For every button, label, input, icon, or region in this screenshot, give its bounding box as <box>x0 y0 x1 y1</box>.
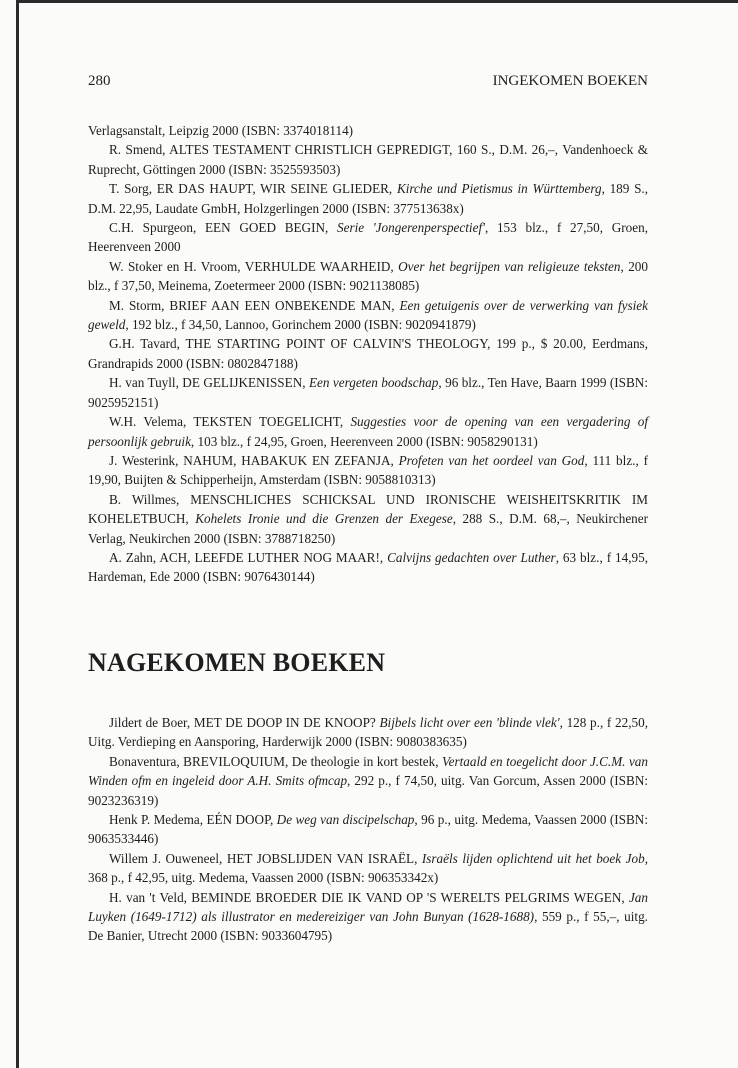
entry-subtitle: Kirche und Pietismus in Württemberg <box>396 181 602 197</box>
entry-details: , 103 blz., f 24,95, Groen, Heerenveen 2000 (ISBN: 9058290131) <box>190 433 538 449</box>
entry-text: H. van Tuyll, DE GELIJKENISSEN, <box>109 375 309 391</box>
entry-subtitle: Jan Luyken (1649-1712) als illustrator en medereiziger van John Bunyan (1628-1688) <box>88 889 648 925</box>
section-heading: NAGEKOMEN BOEKEN <box>88 648 386 677</box>
book-entry <box>88 373 648 412</box>
entry-text: W. Stoker en H. Vroom, VERHULDE WAARHEID, <box>109 258 399 274</box>
entry-details: , 189 S., D.M. 22,95, Laudate GmbH, Holzgerlingen 2000 (ISBN: 377513638x) <box>88 181 648 216</box>
book-entry <box>88 218 648 257</box>
page-number: 280 <box>88 73 111 89</box>
entry-details: , 111 blz., f 19,90, Buijten & Schipperheijn, Amsterdam (ISBN: 9058810313) <box>88 452 648 488</box>
entry-text: H. van 't Veld, BEMINDE BROEDER DIE IK VAND OP 'S WERELTS PELGRIMS WEGEN, <box>109 889 629 905</box>
scan-edge-left <box>16 0 19 1068</box>
entry-text: J. Westerink, NAHUM, HABAKUK EN ZEFANJA, <box>109 452 399 468</box>
entry-subtitle: Kohelets Ironie und die Grenzen der Exegese <box>195 511 453 527</box>
book-entry <box>88 548 648 587</box>
entry-details: , 96 blz., Ten Have, Baarn 1999 (ISBN: 9025952151) <box>88 375 648 410</box>
entry-text: Henk P. Medema, EÉN DOOP, <box>109 812 277 828</box>
entry-text: Willem J. Ouweneel, HET JOBSLIJDEN VAN ISRAËL, <box>109 850 422 866</box>
entry-details: , 559 p., f 55,–, uitg. De Banier, Utrecht 2000 (ISBN: 9033604795) <box>88 909 648 944</box>
entry-details: , 63 blz., f 14,95, Hardeman, Ede 2000 (ISBN: 9076430144) <box>88 549 648 585</box>
entry-text: M. Storm, BRIEF AAN EEN ONBEKENDE MAN, <box>109 297 400 313</box>
book-entry <box>88 810 648 849</box>
book-entry <box>88 451 648 490</box>
book-list <box>88 121 648 587</box>
entry-text: Verlagsanstalt, Leipzig 2000 (ISBN: 3374018114) <box>88 123 354 138</box>
running-title: INGEKOMEN BOEKEN <box>492 73 648 89</box>
book-entry <box>88 888 648 946</box>
scan-edge-top <box>16 0 738 3</box>
late-books-list <box>88 713 648 946</box>
entry-details: , 192 blz., f 34,50, Lannoo, Gorinchem 2000 (ISBN: 9020941879) <box>125 317 476 333</box>
entry-details: , 200 blz., f 37,50, Meinema, Zoetermeer 2000 (ISBN: 9021138085) <box>88 258 648 294</box>
entry-details: , 96 p., uitg. Medema, Vaassen 2000 (ISBN: 9063533446) <box>88 812 648 847</box>
entry-details: , 128 p., f 22,50, Uitg. Verdieping en Aansporing, Harderwijk 2000 (ISBN: 9080383635) <box>88 715 648 750</box>
page-header <box>88 73 648 93</box>
book-entry <box>88 713 648 752</box>
book-entry <box>88 257 648 296</box>
entry-subtitle: Israëls lijden oplichtend uit het boek Job <box>421 850 645 866</box>
book-entry <box>88 849 648 888</box>
book-entry <box>88 752 648 810</box>
entry-subtitle: Profeten van het oordeel van God <box>398 452 585 468</box>
book-entry <box>88 412 648 451</box>
entry-details: , 288 S., D.M. 68,–, Neukirchener Verlag, Neukirchen 2000 (ISBN: 3788718250) <box>88 511 649 546</box>
book-entry <box>88 179 648 218</box>
entry-subtitle: De weg van discipelschap <box>276 812 415 828</box>
book-entry <box>88 140 648 179</box>
entry-text: C.H. Spurgeon, EEN GOED BEGIN, <box>109 220 338 236</box>
entry-text: G.H. Tavard, THE STARTING POINT OF CALVIN'S THEOLOGY, 199 p., $ 20.00, Eerdmans, Grandrapids 2000 (ISBN: 0802847188) <box>88 336 648 371</box>
entry-subtitle: Suggesties voor de opening van een vergadering of persoonlijk gebruik <box>88 414 648 449</box>
entry-text: T. Sorg, ER DAS HAUPT, WIR SEINE GLIEDER, <box>109 181 397 197</box>
book-entry-continued <box>88 121 648 140</box>
entry-subtitle: Serie 'Jongerenperspectief' <box>337 220 485 236</box>
book-entry <box>88 334 648 373</box>
entry-subtitle: Een vergeten boodschap <box>308 375 439 391</box>
entry-text: W.H. Velema, TEKSTEN TOEGELICHT, <box>109 414 351 430</box>
entry-subtitle: Een getuigenis over de verwerking van fysiek geweld <box>88 297 648 333</box>
entry-text: Jildert de Boer, MET DE DOOP IN DE KNOOP? <box>109 715 380 730</box>
entry-text: R. Smend, ALTES TESTAMENT CHRISTLICH GEPREDIGT, 160 S., D.M. 26,–, Vandenhoeck & Ruprecht, Göttingen 2000 (ISBN: 3525593503) <box>88 142 648 177</box>
entry-subtitle: Over het begrijpen van religieuze teksten <box>398 258 621 274</box>
entry-details: , 153 blz., f 27,50, Groen, Heerenveen 2000 <box>88 220 648 255</box>
book-entry <box>88 490 648 548</box>
entry-text: Bonaventura, BREVILOQUIUM, De theologie in kort bestek, <box>109 753 443 769</box>
entry-subtitle: Vertaald en toegelicht door J.C.M. van Winden ofm en ingeleid door A.H. Smits ofmcap <box>88 753 648 789</box>
entry-subtitle: Bijbels licht over een 'blinde vlek' <box>379 715 560 730</box>
entry-details: , 292 p., f 74,50, uitg. Van Gorcum, Assen 2000 (ISBN: 9023236319) <box>88 773 649 808</box>
entry-details: , 368 p., f 42,95, uitg. Medema, Vaassen 2000 (ISBN: 906353342x) <box>88 850 648 886</box>
entry-subtitle: Calvijns gedachten over Luther <box>387 549 556 565</box>
entry-text: A. Zahn, ACH, LEEFDE LUTHER NOG MAAR!, <box>109 549 388 565</box>
book-entry <box>88 296 648 335</box>
entry-text: B. Willmes, MENSCHLICHES SCHICKSAL UND IRONISCHE WEISHEITSKRITIK IM KOHELETBUCH, <box>88 491 648 527</box>
